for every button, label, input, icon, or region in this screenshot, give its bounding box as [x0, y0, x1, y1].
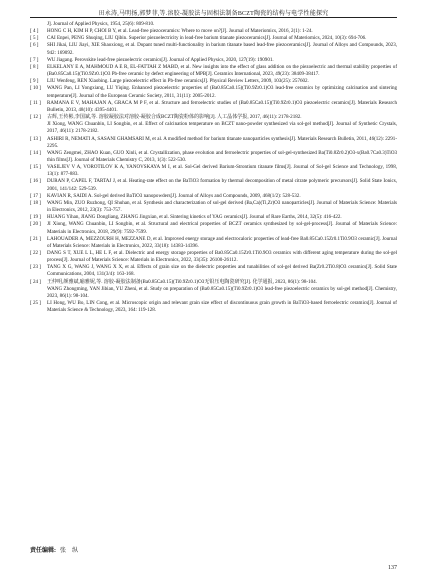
reference-text: WU Jiagang. Perovskite lead-free piezoelectric ceramics[J]. Journal of Applied Physics, 2020, 127(19): 190901. — [47, 56, 274, 63]
reference-item — [30, 136, 397, 150]
reference-number: [ 15 ] — [30, 164, 41, 171]
reference-text: VASILJEV V A, VOROTILOV K A, YANOVSKAYA M I, et al. Sol-Gel derived Barium-Strontium titanate films[J]. Journal of Sol-gel Science and Technology, 1998, 13(1): 877-883. — [47, 164, 397, 178]
reference-text: LAHOUADER A, MEZZOURH H, MEZZANE D, et al. Improved energy storage and electrocaloric properties of lead-free Ba0.85Ca0.15Zr0.1Ti0.9O3 ceramic[J]. Journal of Materials Science: Materials in Electronics, 2022, 33(18): 14383-14396. — [47, 235, 397, 249]
reference-number: [ 14 ] — [30, 149, 41, 156]
reference-text: KAVIAN R, SAIDI A. Sol-gel derived BaTiO3 nanopowders[J]. Journal of Alloys and Compounds, 2009, 468(1/2): 528-532. — [47, 192, 301, 199]
reference-number: [ 24 ] — [30, 278, 41, 285]
reference-item — [30, 121, 397, 135]
reference-item — [30, 286, 397, 300]
reference-text: SHI Jikai, LIU Jiayi, XIE Shaoxiong, et al. Dopant tuned multi-functionality in barium titanate based lead-free piezoceramics[J]. Journal of Alloys and Compounds, 2023, 942: 169092. — [47, 42, 397, 56]
reference-text: DURAN P, CAPEL F, TARTAJ J, et al. Heating-rate effect on the BaTiO3 formation by thermal decomposition of metal citrate polymeric precursors[J]. Solid State Ionics, 2001, 141/142: 529-539. — [47, 178, 397, 192]
reference-item — [30, 150, 397, 164]
reference-item — [30, 100, 397, 114]
reference-text: JI Xiong, WANG Chuanbin, LI Songbin, et al. Structural and electrical properties of BCZT ceramics synthesized by sol-gel-process[J]. Journal of Materials Science: Materials in Electronics, 2018, 29(9): 7592-7599. — [47, 221, 397, 235]
reference-text: J]. Journal of Applied Physics, 1954, 25(6): 809-810. — [47, 21, 155, 27]
reference-text: LI Hong, WU Bo, LIN Cong, et al. Microscopic origin and relevant grain size effect of discontinuous grain growth in BaTiO3-based ferroelectric ceramics[J]. Journal of Materials Science & Technology, 2023, 164: 119-128. — [47, 300, 397, 314]
reference-text: RAMANA E V, MAHAJAN A, GRACA M P F, et al. Structure and ferroelectric studies of (Ba0.85Ca0.15)(Ti0.9Zr0.1)O3 piezoelectric ceramics[J]. Materials Research Bulletin, 2013, 48(10): 4395-4401. — [47, 99, 397, 113]
reference-text: ASHIRI R, NEMATI A, SASANI GHAMSARI M, et al. A modified method for barium titanate nanoparticles synthesis[J]. Materials Research Bulletin, 2011, 46(12): 2291-2295. — [47, 135, 397, 149]
reference-item — [30, 64, 397, 78]
reference-number: [ 25 ] — [30, 300, 41, 307]
running-head: 田永涛,马明扬,郭梦菲,等.溶胶-凝胶法与固相法制备BCZT陶瓷的结构与电学性能探究 — [98, 11, 329, 17]
reference-item — [30, 300, 397, 314]
reference-text: WANG Min, ZUO Ruzhong, QI Shuhan, et al. Synthesis and characterization of sol-gel derived (Ba,Ca)(Ti,Zr)O3 nanoparticles[J]. Journal of Materials Science: Materials in Electronics, 2012, 23(3): 753-757. — [47, 199, 397, 214]
reference-text: 王仲明,颜雅斌,喻雅妮,等. 溶胶-凝胶法制备(Ba0.85Ca0.15)(Ti0.9Zr0.1)O3无铅压电陶瓷研究[J]. 化学通报, 2023, 86(1): 98-104. — [47, 278, 317, 285]
reference-number: [ 22 ] — [30, 250, 41, 256]
reference-number: [ 18 ] — [30, 199, 41, 206]
reference-number: [ 7 ] — [30, 56, 39, 63]
reference-item — [30, 193, 397, 200]
editor-name: 张 纵 — [60, 548, 79, 554]
reference-number — [30, 121, 47, 135]
reference-text: ELKELANY E A, MAHMOUD A E R, EL-FATTAH Z MABD, et al. New insights into the effect of glass addition on the piezoelectric and thermal stability properties of (Ba0.85Ca0.15)(Ti0.9Zr0.1)O3 Pb-free ceramic by defect engineering of MPB[J]. Ceramics International, 2023, 49(23): 38409-38417. — [47, 63, 397, 78]
reference-number: [ 12 ] — [30, 114, 41, 121]
reference-number: [ 21 ] — [30, 235, 41, 242]
reference-number: [ 10 ] — [30, 85, 41, 92]
header-rule — [30, 17, 397, 18]
reference-number — [30, 286, 47, 300]
reference-text: TANG X G, WANG J, WANG X X, et al. Effects of grain size on the dielectric properties and tunabilities of sol-gel derived Ba(Zr0.2Ti0.8)O3 ceramics[J]. Solid State Communications, 2004, 131(3/4): 163-168. — [47, 264, 397, 278]
reference-number: [ 17 ] — [30, 192, 41, 199]
reference-item — [30, 42, 397, 56]
reference-text: WANG Zhongming, YAN Jibian, YU Zheni, et al. Study on preparation of (Ba0.85Ca0.15)(Ti0.9Zr0.1)O3 lead-free piezoelectric ceramics by sol-gel method[J]. Chemistry, 2023, 86(1): 98-104. — [47, 285, 397, 299]
reference-text: 古辉,王传彬,李国斌,等. 溶胶凝胶法对溶胶-凝胶合成BCZT陶瓷粉体的影响[J]. 人工晶体学报, 2017, 46(11): 2178-2182. — [47, 114, 302, 121]
reference-number: [ 5 ] — [30, 35, 39, 42]
reference-text: WANG Zengmei, ZHAO Kuan, GUO Xinli, et al. Crystallization, phase evolution and ferroelectric properties of sol-gel-synthesized Ba(Ti0.8Zr0.2)O3-x(Ba0.7Ca0.3)TiO3 thin films[J]. Journal of Materials Chemistry C, 2013, 1(3): 522-530. — [47, 149, 397, 163]
reference-item — [30, 250, 397, 264]
reference-text: DANG S T, XUE L L, HE L F, et al. Dielectric and energy storage properties of Ba0.85Ca0.15Zr0.1Ti0.9O3 ceramics with different aging temperature during the sol-gel process[J]. Journal of Materials Science: Materials in Electronics, 2022, 33(35): 26100-26112. — [47, 250, 397, 264]
reference-text: LIU Wenfeng, REN Xiaobing. Large piezoelectric effect in Pb-free ceramics[J]. Physical Review Letters, 2009, 103(25): 257602. — [47, 78, 309, 85]
reference-number: [ 11 ] — [30, 99, 41, 106]
responsible-editor — [30, 545, 78, 554]
reference-number: [ 4 ] — [30, 28, 39, 35]
reference-item — [30, 221, 397, 235]
reference-number: [ 20 ] — [30, 221, 41, 228]
reference-number: [ 9 ] — [30, 78, 39, 85]
reference-number: [ 16 ] — [30, 178, 41, 185]
editor-label: 责任编辑: — [30, 548, 56, 554]
reference-item — [30, 85, 397, 99]
reference-item — [30, 200, 397, 214]
reference-number: [ 6 ] — [30, 42, 39, 49]
reference-item — [30, 236, 397, 250]
reference-item — [30, 264, 397, 278]
reference-item — [30, 164, 397, 178]
reference-text: WANG Pan, LI Yongxiang, LU Yiqing. Enhanced piezoelectric properties of (Ba0.85Ca0.15)(Ti0.9Zr0.1)O3 lead-free ceramics by optimizing calcination and sintering temperature[J]. Journal of the European Ceramic Society, 2011, 31(11): 2005-2012. — [47, 85, 397, 99]
reference-number: [ 13 ] — [30, 135, 41, 142]
reference-text: HONG C H, KIM H P, CHOI B Y, et al. Lead-free piezoceramics: Where to move on?[J]. Journal of Materiomics, 2016, 2(1): 1-24. — [47, 28, 313, 35]
page-number: 137 — [388, 565, 397, 571]
reference-number: [ 23 ] — [30, 264, 41, 271]
reference-number: [ 19 ] — [30, 214, 41, 221]
reference-list — [30, 21, 397, 314]
reference-number — [30, 21, 47, 28]
reference-text: HUANG Yihan, JIANG Dongliang, ZHANG Jingxian, et al. Sintering kinetics of YAG ceramics[J]. Journal of Rare Earths, 2014, 32(5): 416-422. — [47, 214, 342, 221]
reference-item — [30, 57, 397, 64]
reference-item — [30, 279, 397, 286]
reference-text: JI Xiong, WANG Chuanbin, LI Songbin, et al. Effect of calcination temperature on BCZT nano-powder synthesized via sol-gel method[J]. Journal of Synthetic Crystals, 2017, 46(11): 2178-2182. — [47, 121, 397, 135]
reference-item — [30, 178, 397, 192]
reference-text: CAI Enpei, PENG Shuqing, LIU Qibin. Superior piezoelectricity in lead-free barium titanate piezoceramics[J]. Journal of Materiomics, 2024, 10(3): 694-706. — [47, 35, 367, 42]
reference-number: [ 8 ] — [30, 63, 39, 70]
